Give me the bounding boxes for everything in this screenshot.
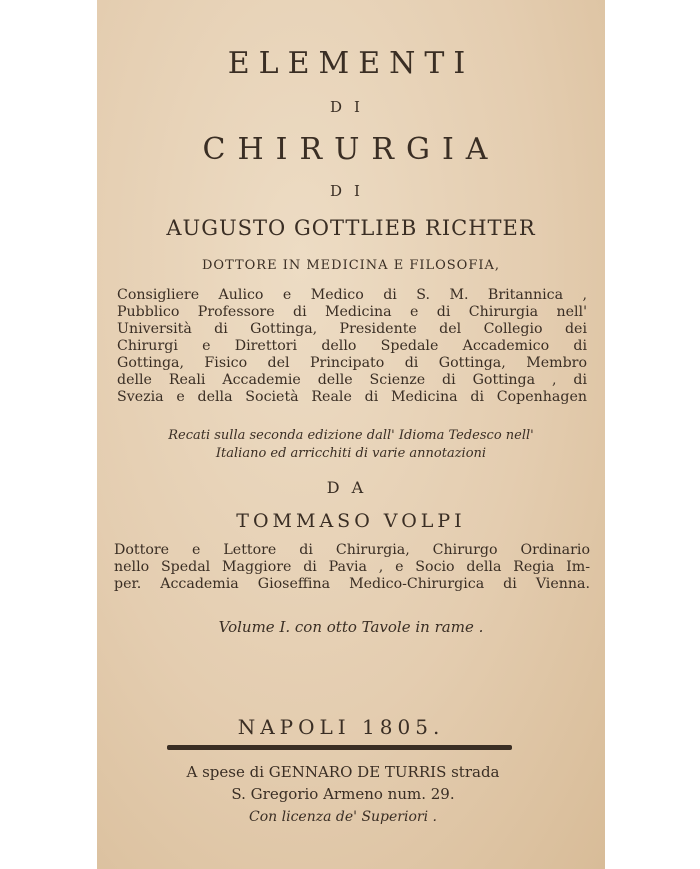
publisher-line-1: A spese di GENNARO DE TURRIS strada [186,763,500,781]
text-line: Università di Gottinga, Presidente del Collegio dei [117,321,587,337]
text-line: Gottinga, Fisico del Principato di Gottinga, Membro [117,355,587,371]
text-line: Svezia e della Società Reale di Medicina di Copenhagen [117,389,587,405]
title-page [97,0,605,869]
text-line: Dottore e Lettore di Chirurgia, Chirurgo Ordinario [114,542,590,558]
volume-note: Volume I. con otto Tavole in rame . [218,618,484,636]
translation-note-2: Italiano ed arricchiti di varie annotazioni [215,446,487,461]
di-2: DI [330,182,372,200]
text-line: Pubblico Professore di Medicina e di Chirurgia nell' [117,304,587,320]
da: DA [326,478,376,497]
title-line-1: ELEMENTI [227,46,475,81]
text-line: nello Spedal Maggiore di Pavia , e Socio della Regia Im- [114,559,590,575]
translation-note-1: Recati sulla seconda edizione dall' Idioma Tedesco nell' [168,428,534,443]
license-note: Con licenza de' Superiori . [249,809,437,825]
title-line-2: CHIRURGIA [202,132,500,167]
translator-titles [114,542,590,593]
text-line: per. Accademia Gioseffina Medico-Chirurgica di Vienna. [114,576,590,592]
author-degree: DOTTORE IN MEDICINA E FILOSOFIA, [201,258,501,273]
author-titles [117,287,587,406]
text-line: delle Reali Accademie delle Scienze di Gottinga , di [117,372,587,388]
imprint-rule [167,745,512,750]
text-line: Consigliere Aulico e Medico di S. M. Britannica , [117,287,587,303]
author-name: AUGUSTO GOTTLIEB RICHTER [166,216,536,240]
translator-name: TOMMASO VOLPI [236,510,466,532]
imprint-place-date: NAPOLI 1805. [237,715,445,739]
publisher-line-2: S. Gregorio Armeno num. 29. [231,785,455,803]
di-1: DI [330,98,372,116]
text-line: Chirurgi e Direttori dello Spedale Accademico di [117,338,587,354]
